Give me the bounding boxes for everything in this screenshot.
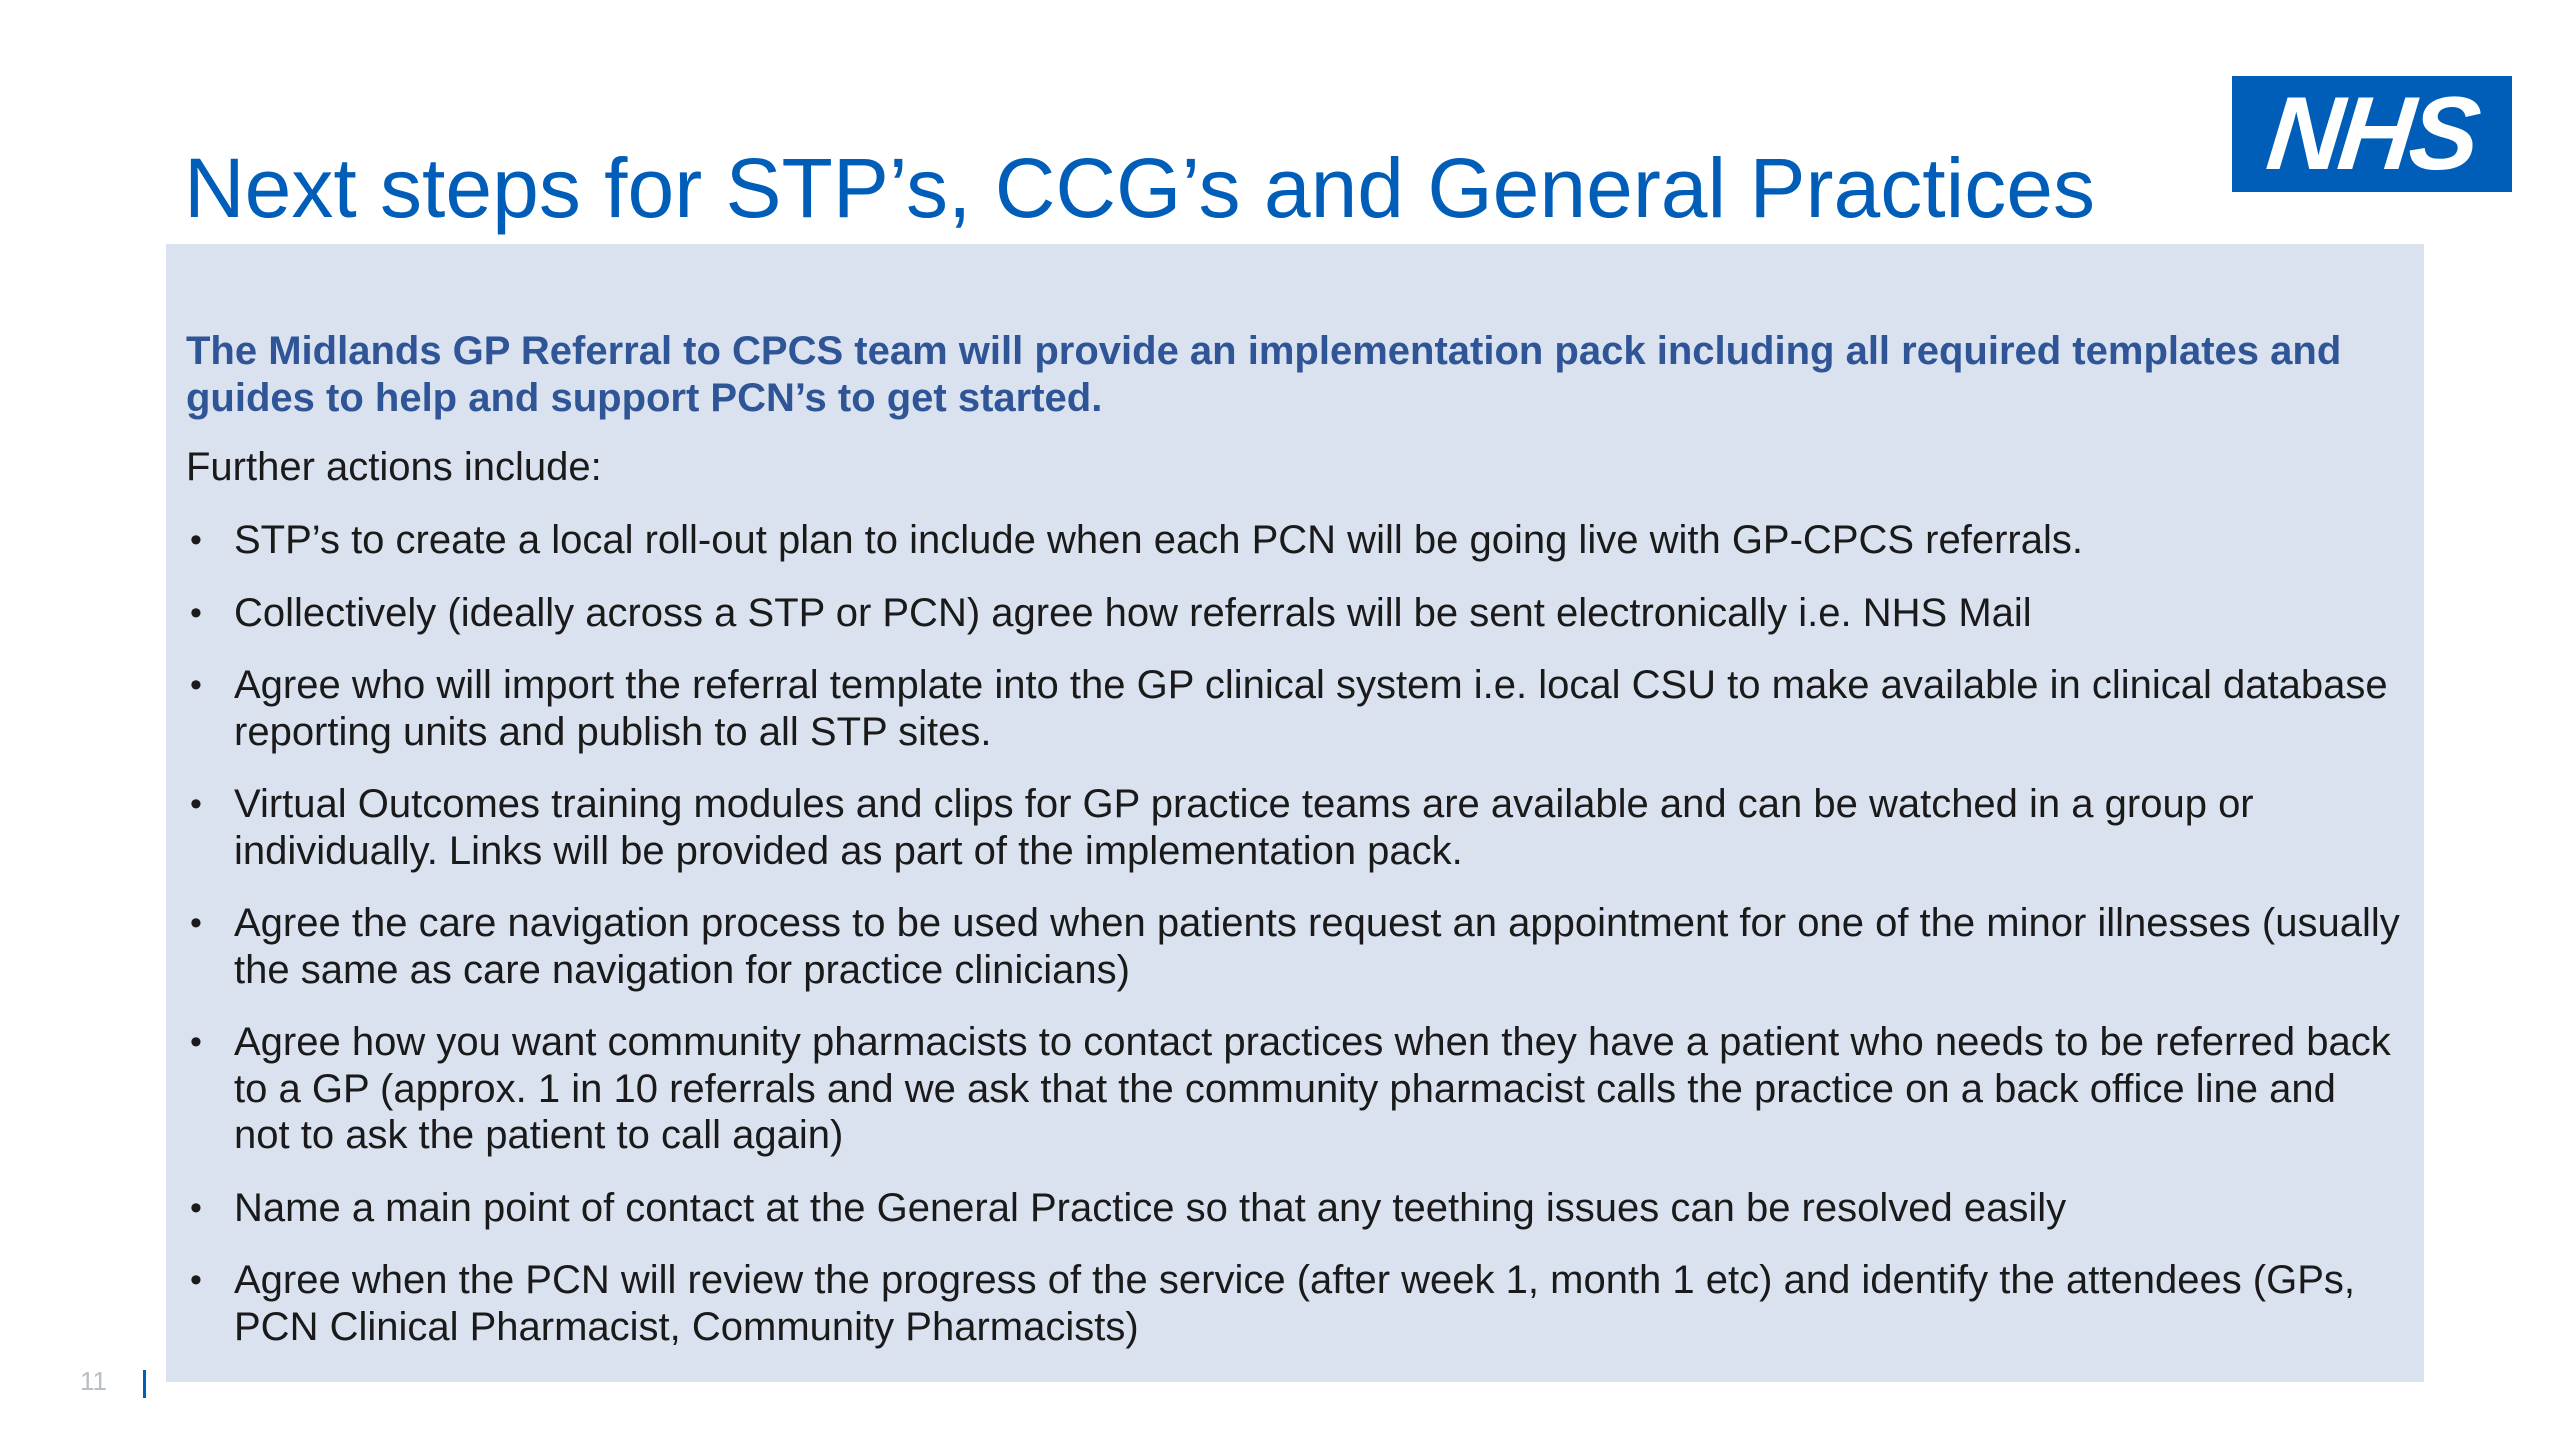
actions-subheading: Further actions include: <box>186 445 602 489</box>
action-list <box>186 517 2400 1350</box>
action-item-text: Collectively (ideally across a STP or PCN) agree how referrals will be sent electronically i.e. NHS Mail <box>234 590 2032 635</box>
bullet-icon: • <box>190 593 202 632</box>
content-panel <box>166 244 2424 1382</box>
action-item-text: Agree how you want community pharmacists to contact practices when they have a patient who needs to be referred back to a GP (approx. 1 in 10 referrals and we ask that the community pharmacist calls the practice on a back office line and not to ask the patient to call again) <box>234 1020 2391 1157</box>
action-item-text: Virtual Outcomes training modules and clips for GP practice teams are available and can be watched in a group or individually. Links will be provided as part of the implementation pack. <box>234 782 2254 873</box>
page-number: 11 <box>80 1366 107 1396</box>
action-item <box>186 1019 2400 1159</box>
bullet-icon: • <box>190 666 202 704</box>
action-item <box>186 662 2400 755</box>
bullet-icon: • <box>190 785 202 823</box>
slide-title: Next steps for STP’s, CCG’s and General Practices <box>184 141 2095 235</box>
nhs-logo-text: NHS <box>2262 76 2482 192</box>
nhs-logo <box>2232 76 2512 192</box>
action-item <box>186 1257 2400 1350</box>
bullet-icon: • <box>190 521 202 559</box>
bullet-icon: • <box>190 904 202 942</box>
action-item <box>186 781 2400 874</box>
action-item <box>186 590 2400 637</box>
action-item <box>186 517 2400 564</box>
bullet-icon: • <box>190 1023 202 1061</box>
intro-text: The Midlands GP Referral to CPCS team will provide an implementation pack including all required templates and guides to help and support PCN’s to get started. <box>186 329 2342 420</box>
action-item <box>186 900 2400 993</box>
page-number-divider <box>143 1370 146 1398</box>
action-item-text: Agree the care navigation process to be used when patients request an appointment for one of the minor illnesses (usually the same as care navigation for practice clinicians) <box>234 901 2400 992</box>
action-item-text: Agree when the PCN will review the progress of the service (after week 1, month 1 etc) and identify the attendees (GPs, PCN Clinical Pharmacist, Community Pharmacists) <box>234 1258 2356 1349</box>
action-item-text: STP’s to create a local roll-out plan to include when each PCN will be going live with GP-CPCS referrals. <box>234 518 2083 562</box>
bullet-icon: • <box>190 1188 202 1227</box>
action-item <box>186 1185 2400 1232</box>
action-item-text: Name a main point of contact at the General Practice so that any teething issues can be resolved easily <box>234 1185 2067 1230</box>
bullet-icon: • <box>190 1261 202 1299</box>
action-item-text: Agree who will import the referral template into the GP clinical system i.e. local CSU to make available in clinical database reporting units and publish to all STP sites. <box>234 663 2388 754</box>
